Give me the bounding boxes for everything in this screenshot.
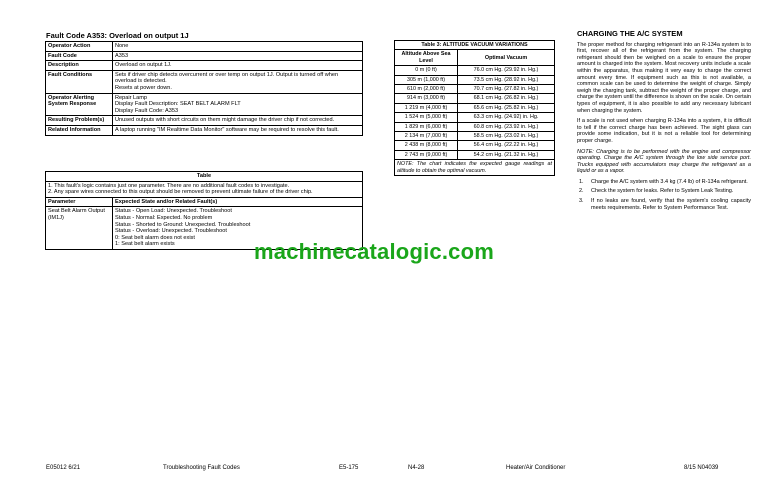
list-item	[577, 179, 751, 186]
table-row	[395, 94, 555, 103]
list-item	[577, 198, 751, 211]
altitude-cell: 2 743 m (9,000 ft)	[395, 150, 458, 159]
fault-title: Fault Code A353: Overload on output 1J	[46, 31, 189, 40]
row-value: Repair Lamp Display Fault Description: SEAT BELT ALARM FLT Display Fault Code: A353	[113, 93, 363, 116]
note-paragraph: NOTE: Charging is to be performed with the engine and compressor operating. Charge the A/C system through the low side service port. Trucks equipped with accumulators may charge the refrigerant as a liquid or as a vapor.	[577, 148, 751, 175]
footer-center: Heater/Air Conditioner	[506, 465, 566, 471]
row-value: None	[113, 42, 363, 52]
vacuum-cell: 63.3 cm Hg. (24.92) in. Hg.	[458, 113, 555, 122]
watermark: machinecatalogic.com	[254, 239, 494, 264]
footer-center: Troubleshooting Fault Codes	[163, 465, 240, 471]
step-number: 2.	[579, 188, 584, 195]
table-row	[395, 132, 555, 141]
vacuum-cell: 68.1 cm Hg. (26.82 in. Hg.)	[458, 94, 555, 103]
row-value: Unused outputs with short circuits on them might damage the driver chip if not corrected.	[113, 116, 363, 126]
table-row	[395, 75, 555, 84]
table-row	[46, 125, 363, 135]
table-row	[395, 122, 555, 131]
step-text: If no leaks are found, verify that the system's cooling capacity meets requirements. Refer to System Performance Test.	[591, 198, 751, 211]
right-page	[384, 0, 768, 497]
table-row	[46, 42, 363, 52]
altitude-cell: 0 m (0 ft)	[395, 66, 458, 75]
row-value: A353	[113, 51, 363, 61]
altitude-cell: 2 134 m (7,000 ft)	[395, 132, 458, 141]
altitude-cell: 610 m (2,000 ft)	[395, 85, 458, 94]
row-key: Operator Action	[46, 42, 113, 52]
row-value: A laptop running "IM Realtime Data Monitor" software may be required to resolve this fault.	[113, 125, 363, 135]
row-value: Sets if driver chip detects overcurrent or over temp on output 1J. Output is turned off when overload is detected. Resets at power down.	[113, 70, 363, 93]
row-key: Related Information	[46, 125, 113, 135]
altitude-cell: 305 m (1,000 ft)	[395, 75, 458, 84]
charging-section	[577, 31, 751, 214]
footer-left: E05012 6/21	[46, 465, 81, 471]
table-row	[395, 85, 555, 94]
table-row	[395, 66, 555, 75]
table-title: Table	[46, 172, 363, 182]
altitude-vacuum-table	[394, 40, 555, 176]
vacuum-cell: 54.2 cm Hg. (21.32 in. Hg.)	[458, 150, 555, 159]
row-key: Fault Conditions	[46, 70, 113, 93]
footer-page-number: N4-28	[408, 465, 425, 471]
paragraph: The proper method for charging refrigerant into an R-134a system is to first, recover all of the refrigerant from the system. The charging refrigerant should then be weighed on a scale to ensure the proper amount is charged into the system. Most recovery units include a scale within the apparatus, thus making it very easy to charge the correct amount every time. If equipment such as this is not available, a common scale can be used to determine the weight of charge. Simply weigh the charging tank, subtract the weight of the proper charge, and charge the system until the difference is shown on the scale. On certain types of equipment, it is also possible to add any necessary lubricant when charging the system.	[577, 41, 751, 114]
table-row	[395, 103, 555, 112]
table-row	[46, 70, 363, 93]
section-heading: CHARGING THE A/C SYSTEM	[577, 29, 683, 38]
row-key: Resulting Problem(s)	[46, 116, 113, 126]
vacuum-cell: 58.5 cm Hg. (23.02 in. Hg.)	[458, 132, 555, 141]
vacuum-cell: 76.0 cm Hg. (29.92 in. Hg.)	[458, 66, 555, 75]
step-text: Charge the A/C system with 3.4 kg (7.4 lb) of R-134a refrigerant.	[591, 178, 748, 185]
list-item	[577, 188, 751, 195]
row-key: Operator Alerting System Response	[46, 93, 113, 116]
expected-value: Status - Open Load: Unexpected. Troubleshoot Status - Normal: Expected. No problem Status - Shorted to Ground: Unexpected. Troubleshoot Status - Overload: Unexpected. Troubleshoot 0: Seat belt alarm does not exist 1: Seat belt alarm exists	[113, 207, 363, 250]
footer-page-number: E5-175	[339, 465, 359, 471]
step-text: Check the system for leaks. Refer to System Leak Testing.	[591, 188, 734, 195]
altitude-cell: 2 438 m (8,000 ft)	[395, 141, 458, 150]
table-notes: 1. This fault's logic contains just one parameter. There are no additional fault codes to investigate. 2. Any spare wires connected to this output should be removed to prevent ultimate failure of the driver chip.	[46, 181, 363, 197]
row-key: Fault Code	[46, 51, 113, 61]
altitude-cell: 1 524 m (5,000 ft)	[395, 113, 458, 122]
table-row	[46, 61, 363, 71]
vacuum-cell: 60.8 cm Hg. (23.92 in. Hg.)	[458, 122, 555, 131]
table-row	[46, 51, 363, 61]
steps-list	[577, 179, 751, 211]
paragraph: If a scale is not used when charging R-134a into a system, it is difficult to tell if the correct charge has been achieved. The sight glass can provide some indication, but it is not a reliable tool for determining proper charge.	[577, 118, 751, 144]
altitude-cell: 1 219 m (4,000 ft)	[395, 103, 458, 112]
altitude-header: Altitude Above Sea Level	[395, 50, 458, 66]
step-number: 1.	[579, 178, 584, 185]
altitude-cell: 914 m (3,000 ft)	[395, 94, 458, 103]
table-note: NOTE: The chart indicates the expected gauge readings at altitude to obtain the optimal vacuum.	[395, 160, 555, 176]
table-row	[46, 93, 363, 116]
parameter-header: Parameter	[46, 197, 113, 207]
table-row	[395, 150, 555, 159]
table-caption: Table 3: ALTITUDE VACUUM VARIATIONS	[395, 41, 555, 50]
step-number: 3.	[579, 198, 584, 205]
altitude-cell: 1 829 m (6,000 ft)	[395, 122, 458, 131]
row-value: Overload on output 1J.	[113, 61, 363, 71]
fault-info-table	[45, 41, 363, 136]
table-row	[395, 141, 555, 150]
table-row	[395, 113, 555, 122]
table-row	[46, 116, 363, 126]
vacuum-cell: 56.4 cm Hg. (22.22 in. Hg.)	[458, 141, 555, 150]
vacuum-cell: 65.6 cm Hg. (25.82 in. Hg.)	[458, 103, 555, 112]
vacuum-cell: 70.7 cm Hg. (27.82 in. Hg.)	[458, 85, 555, 94]
parameter-value: Seat Belt Alarm Output (IM1J)	[46, 207, 113, 250]
expected-header: Expected State and/or Related Fault(s)	[113, 197, 363, 207]
vacuum-cell: 73.5 cm Hg. (28.92 in. Hg.)	[458, 75, 555, 84]
vacuum-header: Optimal Vacuum	[458, 50, 555, 66]
row-key: Description	[46, 61, 113, 71]
footer-right: 8/15 N04039	[684, 465, 719, 471]
